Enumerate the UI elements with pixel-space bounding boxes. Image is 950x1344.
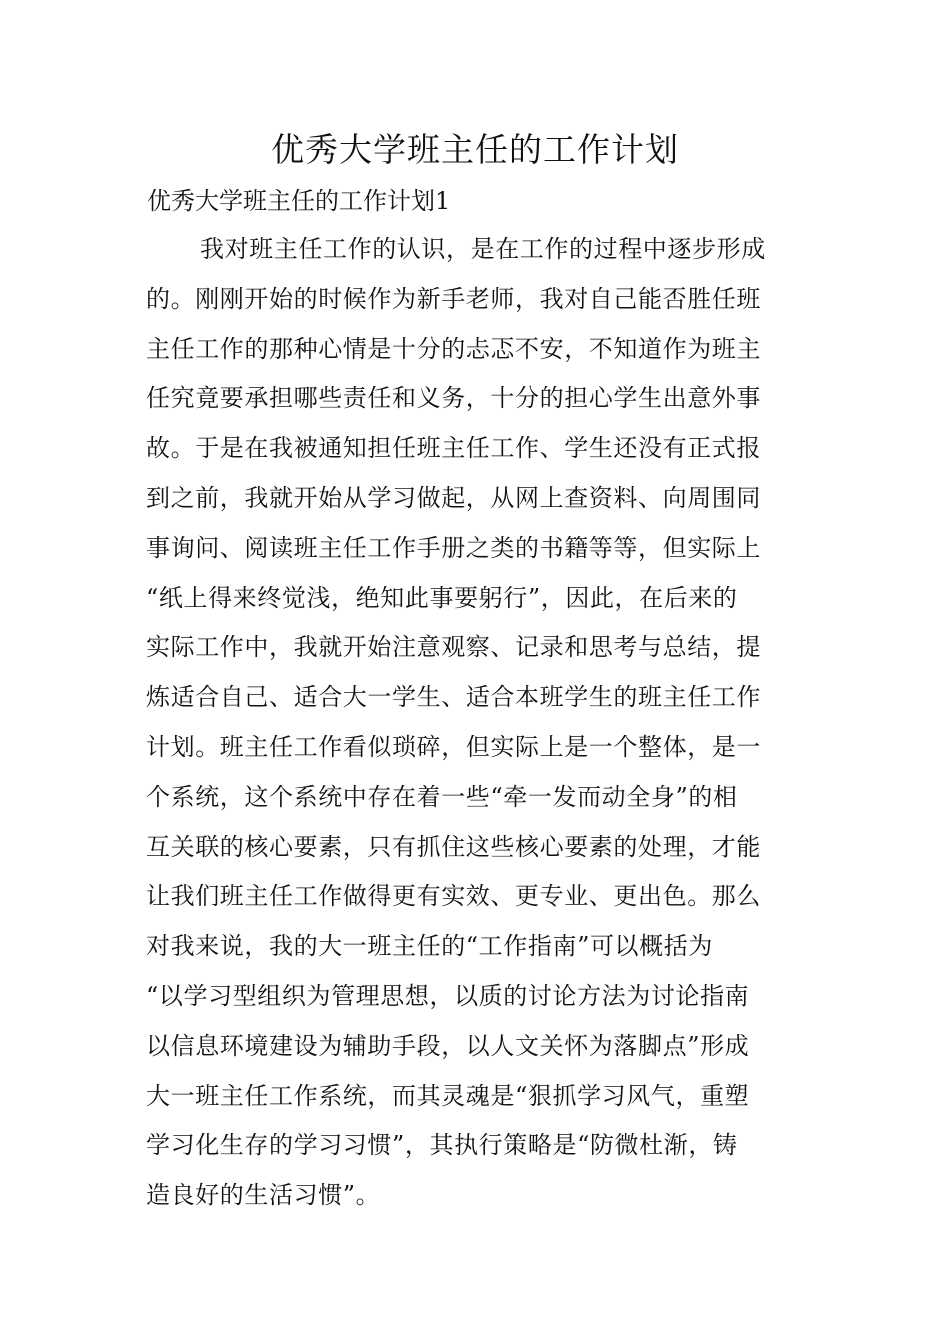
document-title: 优秀大学班主任的工作计划 (271, 130, 679, 169)
paragraph-line: 造良好的生活习惯”。 (146, 1181, 381, 1210)
body-paragraph (146, 225, 808, 1221)
paragraph-line: 让我们班主任工作做得更有实效、更专业、更出色。那么 (146, 882, 761, 911)
paragraph-line: 的。刚刚开始的时候作为新手老师，我对自己能否胜任班 (146, 284, 761, 313)
section-heading: 优秀大学班主任的工作计划1 (147, 187, 451, 215)
paragraph-line: 学习化生存的学习习惯”，其执行策略是“防微杜渐，铸 (146, 1131, 738, 1160)
paragraph-line: 主任工作的那种心情是十分的忐忑不安，不知道作为班主 (146, 334, 761, 363)
paragraph-line: 以信息环境建设为辅助手段，以人文关怀为落脚点”形成 (146, 1031, 750, 1060)
paragraph-line: 炼适合自己、适合大一学生、适合本班学生的班主任工作 (146, 683, 761, 712)
paragraph-line: 互关联的核心要素，只有抓住这些核心要素的处理，才能 (146, 832, 761, 861)
paragraph-line: 故。于是在我被通知担任班主任工作、学生还没有正式报 (146, 434, 761, 463)
paragraph-line: 个系统，这个系统中存在着一些“牵一发而动全身”的相 (146, 782, 738, 811)
paragraph-line: “以学习型组织为管理思想，以质的讨论方法为讨论指南 (146, 981, 750, 1010)
paragraph-line: 实际工作中，我就开始注意观察、记录和思考与总结，提 (146, 633, 761, 662)
paragraph-line: 对我来说，我的大一班主任的“工作指南”可以概括为 (146, 932, 713, 961)
paragraph-line: 大一班主任工作系统，而其灵魂是“狠抓学习风气，重塑 (146, 1081, 750, 1110)
paragraph-line: 我对班主任工作的认识，是在工作的过程中逐步形成 (200, 235, 766, 263)
paragraph-line: 任究竟要承担哪些责任和义务，十分的担心学生出意外事 (146, 384, 761, 413)
paragraph-line: “纸上得来终觉浅，绝知此事要躬行”，因此，在后来的 (146, 583, 738, 612)
paragraph-line: 事询问、阅读班主任工作手册之类的书籍等等，但实际上 (146, 533, 761, 562)
paragraph-line: 到之前，我就开始从学习做起，从网上查资料、向周围同 (146, 483, 761, 512)
paragraph-line: 计划。班主任工作看似琐碎，但实际上是一个整体，是一 (146, 732, 761, 761)
